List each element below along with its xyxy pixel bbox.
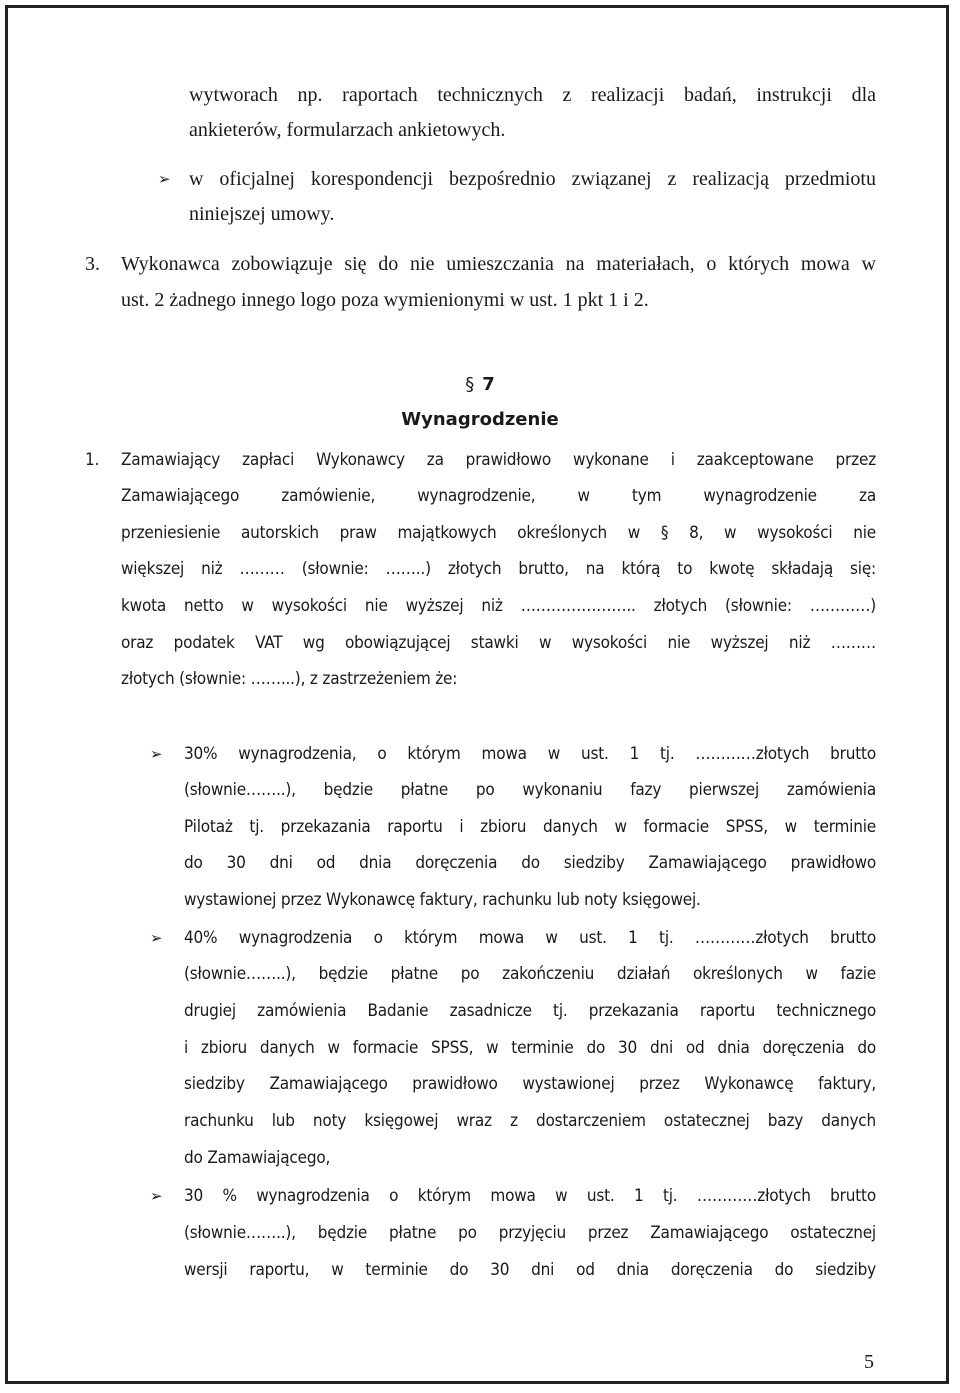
payment-2-line-7: do Zamawiającego,: [184, 1148, 331, 1168]
section-title: Wynagrodzenie: [401, 409, 559, 430]
payment-2-line-5: siedziby Zamawiającego prawidłowo wystawionej przez Wykonawcę faktury,: [184, 1074, 876, 1094]
point-1-line-4: większej niż ……… (słownie: ……..) złotych brutto, na którą to kwotę składają się:: [121, 559, 876, 579]
payment-3-line-1: 30 % wynagrodzenia o którym mowa w ust. 1 tj. …………złotych brutto: [184, 1186, 876, 1206]
payment-1-line-5: wystawionej przez Wykonawcę faktury, rachunku lub noty księgowej.: [184, 890, 701, 910]
point-1-line-7: złotych (słownie: ……...), z zastrzeżeniem że:: [121, 669, 458, 689]
point-1-number: 1.: [85, 450, 100, 470]
intro-line-1: wytworach np. raportach technicznych z realizacji badań, instrukcji dla: [189, 84, 876, 106]
payment-2-line-4: i zbioru danych w formacie SPSS, w terminie do 30 dni od dnia doręczenia do: [184, 1038, 876, 1058]
section-number-value: 7: [482, 374, 495, 395]
payment-2-line-6: rachunku lub noty księgowej wraz z dostarczeniem ostatecznej bazy danych: [184, 1111, 876, 1131]
payment-3-line-2: (słownie……..), będzie płatne po przyjęciu przez Zamawiającego ostatecznej: [184, 1223, 876, 1243]
point-3-number: 3.: [85, 253, 100, 275]
payment-2-line-1: 40% wynagrodzenia o którym mowa w ust. 1 tj. …………złotych brutto: [184, 928, 876, 948]
point-1-line-2: Zamawiającego zamówienie, wynagrodzenie, w tym wynagrodzenie za: [121, 486, 876, 506]
point-3-line-1: Wykonawca zobowiązuje się do nie umieszczania na materiałach, o których mowa w: [121, 253, 876, 275]
payment-1-line-1: 30% wynagrodzenia, o którym mowa w ust. 1 tj. …………złotych brutto: [184, 744, 876, 764]
point-1-line-3: przeniesienie autorskich praw majątkowych określonych w § 8, w wysokości nie: [121, 523, 876, 543]
correspondence-line-1: w oficjalnej korespondencji bezpośrednio związanej z realizacją przedmiotu: [189, 168, 876, 190]
payment-1-line-3: Pilotaż tj. przekazania raportu i zbioru danych w formacie SPSS, w terminie: [184, 817, 876, 837]
payment-3-line-3: wersji raportu, w terminie do 30 dni od dnia doręczenia do siedziby: [184, 1260, 876, 1280]
section-symbol: §: [465, 374, 475, 395]
page-border: [5, 5, 949, 1384]
point-3-line-2: ust. 2 żadnego innego logo poza wymienionymi w ust. 1 pkt 1 i 2.: [121, 289, 649, 311]
bullet-arrow-icon: ➢: [158, 170, 171, 188]
point-1-line-6: oraz podatek VAT wg obowiązującej stawki w wysokości nie wyższej niż ………: [121, 633, 876, 653]
correspondence-line-2: niniejszej umowy.: [189, 203, 335, 225]
point-1-line-1: Zamawiający zapłaci Wykonawcy za prawidłowo wykonane i zaakceptowane przez: [121, 450, 876, 470]
payment-2-line-2: (słownie……..), będzie płatne po zakończeniu działań określonych w fazie: [184, 964, 876, 984]
page-number: 5: [864, 1351, 874, 1373]
payment-1-arrow-icon: ➢: [150, 745, 163, 763]
payment-3-arrow-icon: ➢: [150, 1187, 163, 1205]
payment-1-line-2: (słownie……..), będzie płatne po wykonaniu fazy pierwszej zamówienia: [184, 780, 876, 800]
payment-2-arrow-icon: ➢: [150, 929, 163, 947]
section-number: [0, 372, 960, 398]
payment-1-line-4: do 30 dni od dnia doręczenia do siedziby Zamawiającego prawidłowo: [184, 853, 876, 873]
payment-2-line-3: drugiej zamówienia Badanie zasadnicze tj. przekazania raportu technicznego: [184, 1001, 876, 1021]
intro-line-2: ankieterów, formularzach ankietowych.: [189, 119, 506, 141]
point-1-line-5: kwota netto w wysokości nie wyższej niż ………………….. złotych (słownie: …………): [121, 596, 876, 616]
